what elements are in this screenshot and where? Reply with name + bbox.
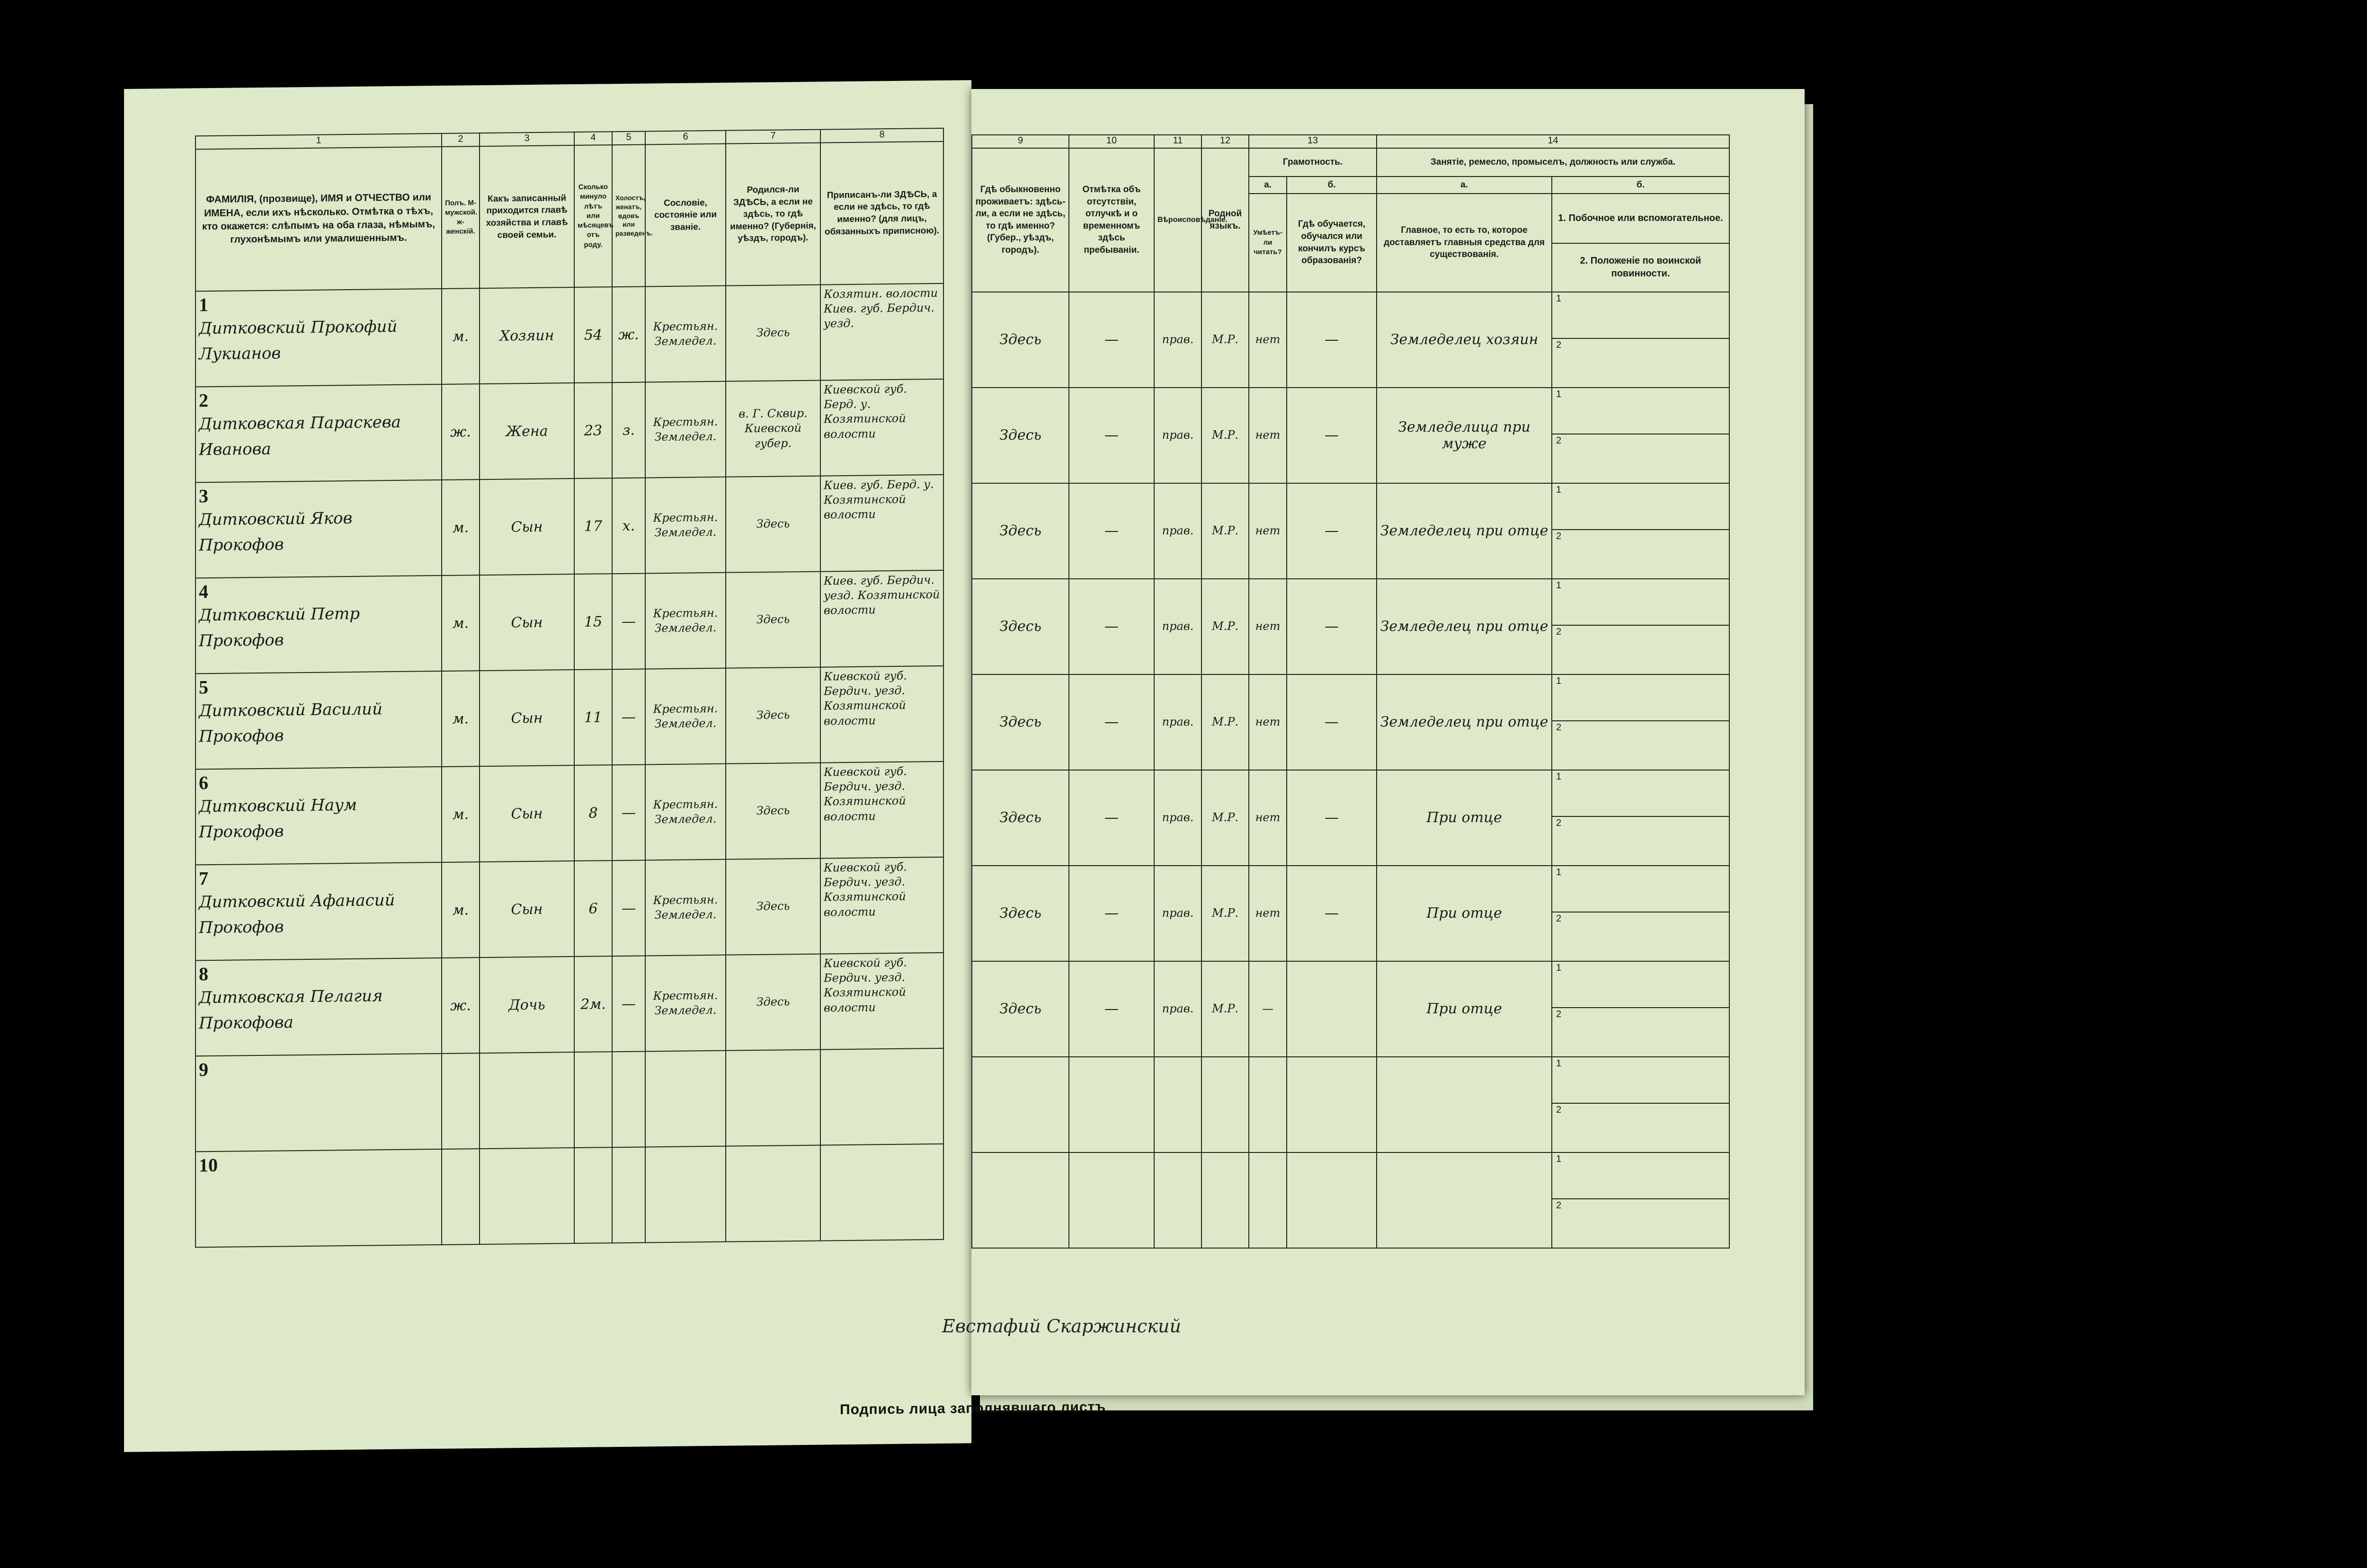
header-literacy-a: Умѣетъ-ли читать? xyxy=(1249,194,1287,292)
education-cell: — xyxy=(1287,866,1377,961)
birthplace-cell: Здесь xyxy=(726,476,820,573)
side-occupation-cell xyxy=(1552,770,1729,866)
header-occ-side-1: 1. Побочное или вспомогательное. xyxy=(1558,213,1723,223)
estate-cell xyxy=(645,1051,726,1147)
literacy-cell: нет xyxy=(1249,579,1287,674)
age-cell: 23 xyxy=(574,382,612,478)
religion-cell: прав. xyxy=(1154,292,1201,388)
census-table-left xyxy=(195,128,944,1248)
header-literacy: Грамотность. xyxy=(1249,148,1377,177)
registration-cell: Киевской губ. Бердич. уезд. Козятинской волости xyxy=(820,953,943,1050)
language-cell: М.Р. xyxy=(1201,292,1249,388)
married-cell xyxy=(612,1051,645,1147)
side-occupation-cell xyxy=(1552,388,1729,483)
header-estate: Сословіе, состояніе или званіе. xyxy=(645,144,726,287)
age-cell xyxy=(574,1052,612,1148)
occupation-cell: Земледелец при отце xyxy=(1377,674,1552,770)
education-cell: — xyxy=(1287,770,1377,866)
estate-cell: Крестьян. Земледел. xyxy=(645,573,726,669)
literacy-cell: нет xyxy=(1249,674,1287,770)
col-number: 5 xyxy=(612,131,645,145)
age-cell: 54 xyxy=(574,287,612,383)
side-occupation-2: 2 xyxy=(1552,720,1729,766)
occupation-cell: При отце xyxy=(1377,866,1552,961)
side-occupation-cell xyxy=(1552,674,1729,770)
religion-cell: прав. xyxy=(1154,483,1201,579)
person-cell xyxy=(196,289,442,387)
column-header-row xyxy=(196,142,943,292)
row-number: 8 xyxy=(199,963,208,985)
side-occupation-1: 1 xyxy=(1556,580,1562,591)
sex-cell: ж. xyxy=(442,384,480,480)
header-literacy-b-label: б. xyxy=(1287,177,1377,194)
sex-cell: м. xyxy=(442,862,480,958)
relation-cell: Жена xyxy=(480,383,574,479)
religion-cell: прав. xyxy=(1154,579,1201,674)
header-registered: Приписанъ-ли ЗДѢСЬ, а если не здѣсь, то гдѣ именно? (для лицъ, обязанныхъ приписною). xyxy=(820,142,943,285)
side-occupation-1: 1 xyxy=(1556,962,1562,973)
side-occupation-1: 1 xyxy=(1556,867,1562,877)
person-name: Дитковский Афанасий Прокофов xyxy=(199,891,395,938)
registration-cell: Киевской губ. Бердич. уезд. Козятинской волости xyxy=(820,762,943,859)
table-row xyxy=(196,666,943,770)
table-row xyxy=(972,961,1729,1057)
header-absence: Отмѣтка объ отсутствіи, отлучкѣ и о временномъ здѣсь пребываніи. xyxy=(1069,148,1154,292)
absence-cell xyxy=(1069,1057,1154,1152)
language-cell: М.Р. xyxy=(1201,579,1249,674)
married-cell xyxy=(612,1147,645,1243)
side-occupation-1: 1 xyxy=(1556,389,1562,399)
occupation-cell: Земледелец при отце xyxy=(1377,483,1552,579)
residence-cell: Здесь xyxy=(972,961,1069,1057)
birthplace-cell: Здесь xyxy=(726,667,820,764)
married-cell: з. xyxy=(612,382,645,478)
birthplace-cell: в. Г. Сквир. Киевской губер. xyxy=(726,381,820,477)
person-name: Дитковский Наум Прокофов xyxy=(199,795,357,842)
person-name: Дитковская Пелагия Прокофова xyxy=(199,986,383,1033)
age-cell: 15 xyxy=(574,574,612,670)
estate-cell: Крестьян. Земледел. xyxy=(645,859,726,956)
literacy-cell: нет xyxy=(1249,292,1287,388)
table-row xyxy=(196,762,943,865)
row-number: 2 xyxy=(199,390,208,411)
sex-cell: м. xyxy=(442,671,480,767)
header-occ-side-2: 2. Положеніе по воинской повинности. xyxy=(1552,243,1729,292)
person-name: Дитковский Василий Прокофов xyxy=(199,700,383,746)
occupation-cell: При отце xyxy=(1377,961,1552,1057)
religion-cell: прав. xyxy=(1154,961,1201,1057)
side-occupation-1: 1 xyxy=(1556,484,1562,495)
person-cell xyxy=(196,384,442,482)
side-occupation-2: 2 xyxy=(1552,1007,1729,1053)
education-cell: — xyxy=(1287,579,1377,674)
age-cell: 2м. xyxy=(574,956,612,1052)
side-occupation-cell xyxy=(1552,292,1729,388)
col-number: 2 xyxy=(442,133,480,147)
relation-cell: Дочь xyxy=(480,957,574,1053)
married-cell: ж. xyxy=(612,286,645,382)
religion-cell: прав. xyxy=(1154,674,1201,770)
col-number: 10 xyxy=(1069,135,1154,148)
side-occupation-cell xyxy=(1552,1057,1729,1152)
birthplace-cell: Здесь xyxy=(726,285,820,381)
registration-cell xyxy=(820,1048,943,1145)
literacy-cell xyxy=(1249,1057,1287,1152)
residence-cell: Здесь xyxy=(972,770,1069,866)
married-cell: — xyxy=(612,573,645,669)
side-occupation-cell xyxy=(1552,1152,1729,1248)
religion-cell: прав. xyxy=(1154,388,1201,483)
married-cell: х. xyxy=(612,478,645,574)
census-table-right xyxy=(971,134,1730,1249)
registration-cell: Киевской губ. Берд. у. Козятинской волости xyxy=(820,379,943,476)
person-cell xyxy=(196,862,442,960)
person-cell xyxy=(196,576,442,673)
table-row xyxy=(972,1057,1729,1152)
col-number: 14 xyxy=(1377,135,1729,148)
side-occupation-cell xyxy=(1552,961,1729,1057)
estate-cell xyxy=(645,1146,726,1243)
side-occupation-2: 2 xyxy=(1552,529,1729,575)
married-cell: — xyxy=(612,764,645,860)
person-cell xyxy=(196,1054,442,1152)
literacy-cell: нет xyxy=(1249,388,1287,483)
occupation-cell: Земледелица при муже xyxy=(1377,388,1552,483)
estate-cell: Крестьян. Земледел. xyxy=(645,955,726,1052)
person-cell xyxy=(196,480,442,578)
absence-cell: — xyxy=(1069,674,1154,770)
relation-cell: Сын xyxy=(480,574,574,671)
table-row xyxy=(972,579,1729,674)
sex-cell: м. xyxy=(442,766,480,862)
estate-cell: Крестьян. Земледел. xyxy=(645,381,726,478)
column-number-row xyxy=(972,135,1729,148)
registration-cell: Киев. губ. Бердич. уезд. Козятинской волости xyxy=(820,570,943,667)
age-cell: 17 xyxy=(574,478,612,574)
religion-cell: прав. xyxy=(1154,866,1201,961)
residence-cell xyxy=(972,1152,1069,1248)
residence-cell xyxy=(972,1057,1069,1152)
table-row xyxy=(196,953,943,1056)
literacy-cell: нет xyxy=(1249,770,1287,866)
birthplace-cell: Здесь xyxy=(726,954,820,1051)
sex-cell: м. xyxy=(442,479,480,576)
table-row xyxy=(196,379,943,483)
estate-cell: Крестьян. Земледел. xyxy=(645,668,726,765)
language-cell: М.Р. xyxy=(1201,961,1249,1057)
estate-cell: Крестьян. Земледел. xyxy=(645,764,726,860)
sex-cell xyxy=(442,1149,480,1245)
signature-label: Подпись лица заполнявшаго листъ xyxy=(840,1399,1106,1418)
side-occupation-1: 1 xyxy=(1556,1058,1562,1069)
occupation-cell: Земледелец хозяин xyxy=(1377,292,1552,388)
row-number: 1 xyxy=(199,294,208,316)
row-number: 6 xyxy=(199,772,208,794)
table-row xyxy=(196,283,943,387)
absence-cell: — xyxy=(1069,961,1154,1057)
side-occupation-2: 2 xyxy=(1552,1198,1729,1244)
birthplace-cell: Здесь xyxy=(726,859,820,955)
side-occupation-1: 1 xyxy=(1556,771,1562,782)
age-cell: 8 xyxy=(574,765,612,861)
row-number: 10 xyxy=(199,1154,218,1176)
registration-cell: Киев. губ. Берд. у. Козятинской волости xyxy=(820,475,943,572)
literacy-cell: — xyxy=(1249,961,1287,1057)
sex-cell xyxy=(442,1053,480,1149)
sex-cell: м. xyxy=(442,288,480,384)
language-cell: М.Р. xyxy=(1201,483,1249,579)
education-cell: — xyxy=(1287,483,1377,579)
person-name xyxy=(199,1078,438,1081)
col-number: 8 xyxy=(820,128,943,143)
row-number: 9 xyxy=(199,1059,208,1081)
header-reside: Гдѣ обыкновенно проживаетъ: здѣсь-ли, а если не здѣсь, то гдѣ именно? (Губер., уѣздъ, городъ). xyxy=(972,148,1069,292)
table-row xyxy=(972,770,1729,866)
education-cell: — xyxy=(1287,292,1377,388)
person-name xyxy=(199,1174,438,1176)
literacy-cell: нет xyxy=(1249,483,1287,579)
side-occupation-2: 2 xyxy=(1552,625,1729,670)
language-cell: М.Р. xyxy=(1201,674,1249,770)
table-row xyxy=(972,388,1729,483)
header-literacy-b: Гдѣ обучается, обучался или кончилъ курсъ образованія? xyxy=(1287,194,1377,292)
absence-cell: — xyxy=(1069,292,1154,388)
person-name: Дитковская Параскева Иванова xyxy=(199,412,401,460)
right-page xyxy=(971,89,1805,1395)
literacy-cell xyxy=(1249,1152,1287,1248)
education-cell: — xyxy=(1287,388,1377,483)
col-number: 3 xyxy=(480,132,574,146)
side-occupation-2: 2 xyxy=(1552,434,1729,479)
absence-cell: — xyxy=(1069,866,1154,961)
age-cell: 6 xyxy=(574,860,612,957)
language-cell: М.Р. xyxy=(1201,770,1249,866)
birthplace-cell: Здесь xyxy=(726,763,820,859)
col-number: 7 xyxy=(726,130,820,144)
estate-cell: Крестьян. Земледел. xyxy=(645,477,726,574)
relation-cell: Хозяин xyxy=(480,287,574,384)
residence-cell: Здесь xyxy=(972,866,1069,961)
person-cell xyxy=(196,1149,442,1247)
side-occupation-1: 1 xyxy=(1556,675,1562,686)
header-sex: Полъ. М-мужской. ж-женскій. xyxy=(442,146,480,289)
table-row xyxy=(196,1048,943,1152)
literacy-cell: нет xyxy=(1249,866,1287,961)
person-cell xyxy=(196,958,442,1056)
language-cell xyxy=(1201,1057,1249,1152)
religion-cell xyxy=(1154,1152,1201,1248)
side-occupation-cell xyxy=(1552,579,1729,674)
language-cell: М.Р. xyxy=(1201,866,1249,961)
row-number: 5 xyxy=(199,676,208,698)
col-number: 13 xyxy=(1249,135,1377,148)
education-cell xyxy=(1287,961,1377,1057)
side-occupation-cell xyxy=(1552,483,1729,579)
absence-cell: — xyxy=(1069,579,1154,674)
absence-cell: — xyxy=(1069,388,1154,483)
absence-cell: — xyxy=(1069,483,1154,579)
education-cell xyxy=(1287,1057,1377,1152)
religion-cell: прав. xyxy=(1154,770,1201,866)
header-religion: Вѣроисповѣданіе. xyxy=(1154,148,1201,292)
person-cell xyxy=(196,767,442,865)
residence-cell: Здесь xyxy=(972,388,1069,483)
row-number: 7 xyxy=(199,868,208,889)
religion-cell xyxy=(1154,1057,1201,1152)
education-cell: — xyxy=(1287,674,1377,770)
relation-cell: Сын xyxy=(480,478,574,575)
registration-cell: Козятин. волости Киев. губ. Бердич. уезд. xyxy=(820,283,943,381)
occupation-cell: Земледелец при отце xyxy=(1377,579,1552,674)
header-occ-main: Главное, то есть то, которое доставляетъ главныя средства для существованія. xyxy=(1377,194,1552,292)
side-occupation-2: 2 xyxy=(1552,816,1729,861)
side-occupation-1: 1 xyxy=(1556,293,1562,304)
header-literacy-a-label: а. xyxy=(1249,177,1287,194)
table-row xyxy=(196,570,943,674)
married-cell: — xyxy=(612,956,645,1052)
relation-cell: Сын xyxy=(480,765,574,862)
occupation-cell xyxy=(1377,1152,1552,1248)
side-occupation-2: 2 xyxy=(1552,1103,1729,1148)
person-name: Дитковский Прокофий Лукианов xyxy=(199,317,398,364)
occupation-cell xyxy=(1377,1057,1552,1152)
birthplace-cell: Здесь xyxy=(726,572,820,668)
side-occupation-2: 2 xyxy=(1552,912,1729,957)
residence-cell: Здесь xyxy=(972,674,1069,770)
row-number: 3 xyxy=(199,485,208,507)
occupation-cell: При отце xyxy=(1377,770,1552,866)
table-row xyxy=(196,1144,943,1248)
absence-cell xyxy=(1069,1152,1154,1248)
table-row xyxy=(972,1152,1729,1248)
table-row xyxy=(972,674,1729,770)
estate-cell: Крестьян. Земледел. xyxy=(645,286,726,382)
education-cell xyxy=(1287,1152,1377,1248)
person-name: Дитковский Петр Прокофов xyxy=(199,604,360,651)
birthplace-cell xyxy=(726,1050,820,1146)
table-row xyxy=(196,857,943,961)
col-number: 1 xyxy=(196,133,442,149)
age-cell: 11 xyxy=(574,669,612,765)
registration-cell xyxy=(820,1144,943,1241)
registration-cell: Киевской губ. Бердич. уезд. Козятинской волости xyxy=(820,857,943,954)
residence-cell: Здесь xyxy=(972,292,1069,388)
col-number: 4 xyxy=(574,132,612,145)
person-name: Дитковский Яков Прокофов xyxy=(199,508,353,555)
row-number: 4 xyxy=(199,581,208,602)
relation-cell xyxy=(480,1052,574,1149)
header-language: Родной языкъ. xyxy=(1201,148,1249,292)
relation-cell xyxy=(480,1148,574,1244)
col-number: 12 xyxy=(1201,135,1249,148)
relation-cell: Сын xyxy=(480,861,574,957)
signature-handwritten: Евстафий Скаржинский xyxy=(942,1316,1181,1337)
header-occupation: Занятіе, ремесло, промыселъ, должность или служба. xyxy=(1377,148,1729,177)
birthplace-cell xyxy=(726,1145,820,1242)
header-occ-side xyxy=(1552,194,1729,292)
header-occ-a-label: а. xyxy=(1377,177,1552,194)
married-cell: — xyxy=(612,860,645,956)
side-occupation-cell xyxy=(1552,866,1729,961)
residence-cell: Здесь xyxy=(972,579,1069,674)
person-cell xyxy=(196,671,442,769)
column-header-top-row xyxy=(972,148,1729,177)
language-cell xyxy=(1201,1152,1249,1248)
header-born: Родился-ли ЗДѢСЬ, а если не здѣсь, то гдѣ именно? (Губернія, уѣздъ, городъ). xyxy=(726,143,820,286)
header-occ-b-label: б. xyxy=(1552,177,1729,194)
absence-cell: — xyxy=(1069,770,1154,866)
header-married: Холостъ, женатъ, вдовъ или разведенъ. xyxy=(612,144,645,287)
sex-cell: ж. xyxy=(442,957,480,1054)
sex-cell: м. xyxy=(442,575,480,671)
col-number: 6 xyxy=(645,131,726,145)
table-row xyxy=(196,475,943,578)
col-number: 9 xyxy=(972,135,1069,148)
table-row xyxy=(972,292,1729,388)
language-cell: М.Р. xyxy=(1201,388,1249,483)
registration-cell: Киевской губ. Бердич. уезд. Козятинской волости xyxy=(820,666,943,763)
header-age: Сколько минуло лѣтъ или мѣсяцевъ отъ роду. xyxy=(574,145,612,287)
residence-cell: Здесь xyxy=(972,483,1069,579)
header-relation: Какъ записанный приходится главѣ хозяйства и главѣ своей семьи. xyxy=(480,145,574,288)
relation-cell: Сын xyxy=(480,670,574,766)
table-row xyxy=(972,483,1729,579)
col-number: 11 xyxy=(1154,135,1201,148)
table-row xyxy=(972,866,1729,961)
married-cell: — xyxy=(612,669,645,765)
side-occupation-1: 1 xyxy=(1556,1153,1562,1164)
side-occupation-2: 2 xyxy=(1552,338,1729,383)
age-cell xyxy=(574,1147,612,1243)
header-name: ФАМИЛІЯ, (прозвище), ИМЯ и ОТЧЕСТВО или ИМЕНА, если ихъ нѣсколько. Отмѣтка о тѣхъ, кто окажется: слѣпымъ на оба глаза, нѣмымъ, глухонѣмымъ или умалишеннымъ. xyxy=(196,147,442,291)
